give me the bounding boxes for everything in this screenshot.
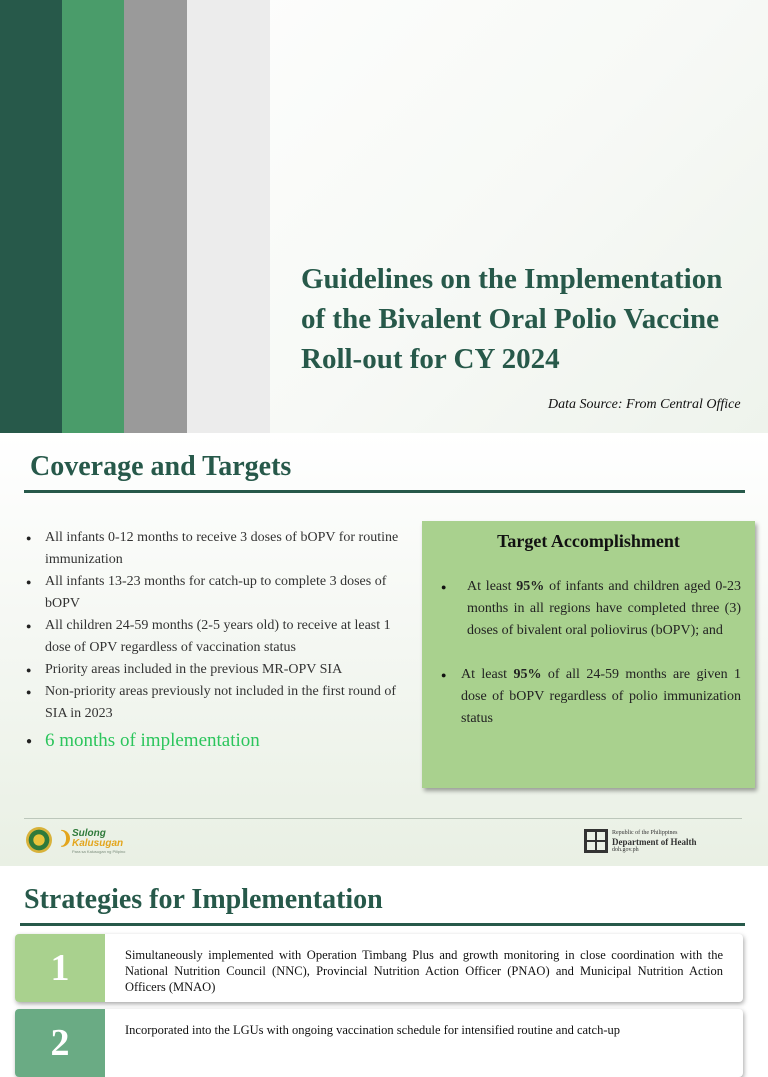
list-item: ● Priority areas included in the previous MR-OPV SIA — [26, 659, 411, 681]
target-text: At least — [467, 579, 517, 594]
doh-republic: Republic of the Philippines — [612, 830, 678, 836]
slide-title: Guidelines on the Implementation of the Bivalent Oral Polio Vaccine Roll-out for CY 2024 — [301, 263, 723, 375]
strategy-card — [15, 934, 743, 1002]
strategy-card — [15, 1009, 743, 1077]
coverage-title: Coverage and Targets — [30, 451, 292, 482]
strategy-text: Simultaneously implemented with Operation Timbang Plus and growth monitoring in close coordination with the National Nutrition Council (NNC), Provincial Nutrition Action Officer (PNAO) and Municipal Nutrition Action Officers (MNAO) — [125, 948, 723, 994]
sulong-kalusugan-logo — [72, 829, 125, 854]
title-slide — [0, 0, 768, 433]
target-item — [436, 664, 741, 730]
target-text: of all 24-59 months are given 1 dose of bOPV regardless of polio immunization status — [461, 667, 742, 726]
logo-text: Sulong — [72, 828, 106, 839]
coverage-bullet-list — [26, 527, 411, 755]
footer-divider — [24, 818, 742, 819]
target-text: of infants and children aged 0-23 months in all regions have completed three (3) doses of bivalent oral poliovirus (bOPV); and — [467, 579, 741, 638]
doh-url: doh.gov.ph — [612, 847, 639, 853]
strategies-title: Strategies for Implementation — [24, 884, 383, 915]
doh-seal-icon — [26, 827, 52, 853]
strategy-text: Incorporated into the LGUs with ongoing vaccination schedule for intensified routine and catch-up — [125, 1023, 620, 1037]
strategy-number: 1 — [15, 934, 105, 1002]
target-item — [436, 576, 741, 642]
doh-wordmark — [612, 830, 696, 854]
list-item: ● All infants 0-12 months to receive 3 doses of bOPV for routine immunization — [26, 527, 411, 571]
list-item: ● All children 24-59 months (2-5 years old) to receive at least 1 dose of OPV regardless of vaccination status — [26, 615, 411, 659]
decorative-stripe-green — [62, 0, 124, 433]
title-divider — [24, 490, 745, 493]
target-percent: 95% — [513, 667, 542, 682]
strategies-slide — [0, 866, 768, 1064]
logo-tagline: Para sa Kalusugan ng Pilipino — [72, 849, 126, 854]
list-item: ● Non-priority areas previously not included in the first round of SIA in 2023 — [26, 681, 411, 725]
list-item: ● All infants 13-23 months for catch-up to complete 3 doses of bOPV — [26, 571, 411, 615]
sulong-logo-icon: ❩ — [58, 828, 74, 848]
target-accomplishment-box — [422, 521, 755, 788]
data-source-note: Data Source: From Central Office — [548, 397, 741, 412]
decorative-stripe-gray — [124, 0, 187, 433]
qr-code-icon — [584, 829, 608, 853]
doh-name: Department of Health — [612, 837, 697, 847]
decorative-stripe-dark-green — [0, 0, 62, 433]
target-list — [436, 576, 741, 730]
target-title: Target Accomplishment — [497, 531, 680, 551]
target-text: At least — [461, 667, 514, 682]
decorative-stripe-light-gray — [187, 0, 270, 433]
target-percent: 95% — [516, 579, 545, 594]
implementation-duration-item: ● 6 months of implementation — [26, 727, 411, 755]
logo-text: Kalusugan — [72, 838, 124, 849]
coverage-slide — [0, 433, 768, 866]
title-divider — [20, 923, 745, 926]
strategy-number: 2 — [15, 1009, 105, 1077]
